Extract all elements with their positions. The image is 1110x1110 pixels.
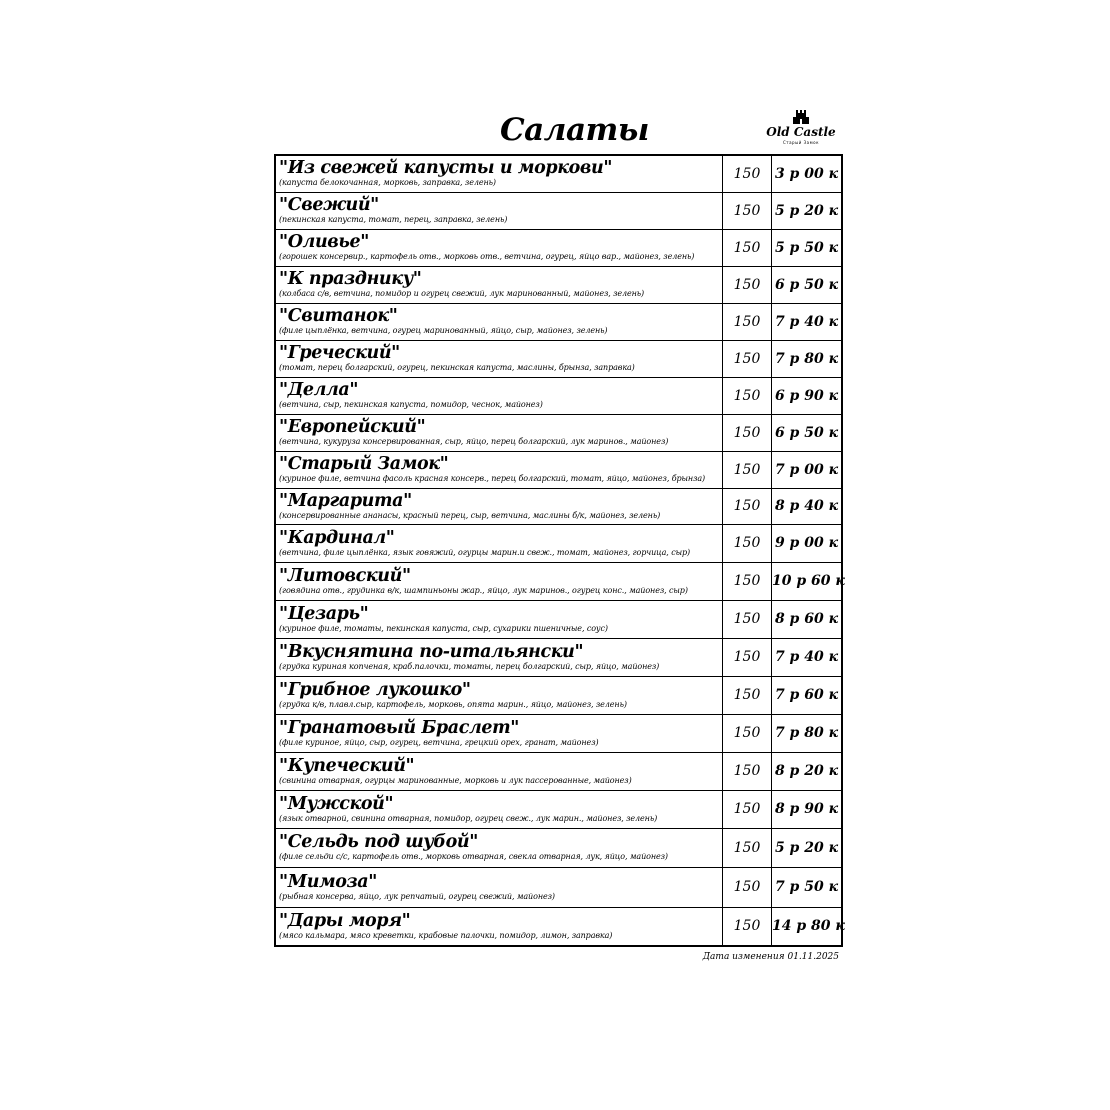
dish-description: (язык отварной, свинина отварная, помидор, огурец свеж., лук марин., майонез, зелень) bbox=[279, 813, 658, 823]
menu-row bbox=[275, 562, 842, 600]
dish-description: (филе куриное, яйцо, сыр, огурец, ветчина, грецкий орех, гранат, майонез) bbox=[279, 737, 599, 747]
dish-price: 8 р 40 к bbox=[772, 488, 843, 524]
dish-price: 7 р 50 к bbox=[772, 867, 843, 907]
dish-cell bbox=[275, 303, 723, 340]
logo-text: Old Castle bbox=[766, 125, 836, 139]
dish-price: 7 р 00 к bbox=[772, 451, 843, 488]
castle-icon bbox=[793, 109, 809, 124]
dish-price: 7 р 80 к bbox=[772, 340, 843, 377]
dish-weight: 150 bbox=[723, 488, 772, 524]
dish-name: "Купеческий" bbox=[279, 755, 415, 776]
dish-cell bbox=[275, 790, 723, 828]
dish-description: (грудка к/в, плавл.сыр, картофель, морковь, опята марин., яйцо, майонез, зелень) bbox=[279, 699, 627, 709]
dish-weight: 150 bbox=[723, 303, 772, 340]
dish-cell bbox=[275, 414, 723, 451]
dish-cell bbox=[275, 752, 723, 790]
dish-price: 14 р 80 к bbox=[772, 907, 843, 946]
dish-price: 5 р 20 к bbox=[772, 828, 843, 867]
menu-row bbox=[275, 488, 842, 524]
dish-description: (свинина отварная, огурцы маринованные, морковь и лук пассерованные, майонез) bbox=[279, 775, 632, 785]
dish-price: 7 р 60 к bbox=[772, 676, 843, 714]
dish-name: "Кардинал" bbox=[279, 527, 395, 548]
dish-cell bbox=[275, 600, 723, 638]
dish-price: 8 р 20 к bbox=[772, 752, 843, 790]
dish-weight: 150 bbox=[723, 790, 772, 828]
dish-weight: 150 bbox=[723, 229, 772, 266]
dish-cell bbox=[275, 229, 723, 266]
dish-name: "Европейский" bbox=[279, 417, 426, 437]
dish-weight: 150 bbox=[723, 676, 772, 714]
logo bbox=[760, 108, 842, 146]
dish-description: (консервированные ананасы, красный перец, сыр, ветчина, маслины б/к, майонез, зелень) bbox=[279, 510, 661, 520]
dish-name: "Мимоза" bbox=[279, 871, 377, 892]
date-modified: Дата изменения 01.11.2025 bbox=[702, 952, 839, 962]
dish-price: 5 р 50 к bbox=[772, 229, 843, 266]
dish-name: "Из свежей капусты и моркови" bbox=[279, 158, 613, 179]
dish-weight: 150 bbox=[723, 828, 772, 867]
dish-cell bbox=[275, 524, 723, 562]
dish-description: (мясо кальмара, мясо креветки, крабовые палочки, помидор, лимон, заправка) bbox=[279, 930, 613, 940]
dish-description: (ветчина, кукуруза консервированная, сыр, яйцо, перец болгарский, лук маринов., майонез) bbox=[279, 437, 669, 446]
dish-name: "Цезарь" bbox=[279, 603, 369, 624]
dish-weight: 150 bbox=[723, 266, 772, 303]
dish-description: (капуста белокочанная, морковь, заправка, зелень) bbox=[279, 178, 496, 188]
page-title: Салаты bbox=[500, 112, 649, 148]
dish-cell bbox=[275, 266, 723, 303]
menu-row bbox=[275, 340, 842, 377]
menu-row bbox=[275, 867, 842, 907]
dish-price: 3 р 00 к bbox=[772, 155, 843, 192]
dish-weight: 150 bbox=[723, 638, 772, 676]
menu-row bbox=[275, 192, 842, 229]
menu-row bbox=[275, 414, 842, 451]
dish-name: "Свитанок" bbox=[279, 306, 398, 326]
dish-cell bbox=[275, 638, 723, 676]
dish-cell bbox=[275, 907, 723, 946]
dish-weight: 150 bbox=[723, 155, 772, 192]
dish-price: 9 р 00 к bbox=[772, 524, 843, 562]
menu-table bbox=[274, 154, 843, 947]
dish-name: "Гранатовый Браслет" bbox=[279, 717, 519, 738]
dish-description: (томат, перец болгарский, огурец, пекинская капуста, маслины, брынза, заправка) bbox=[279, 363, 635, 372]
dish-price: 6 р 50 к bbox=[772, 266, 843, 303]
dish-name: "Маргарита" bbox=[279, 490, 412, 511]
logo-subtitle: Старый Замок bbox=[782, 140, 820, 145]
menu-row bbox=[275, 828, 842, 867]
dish-description: (пекинская капуста, томат, перец, заправка, зелень) bbox=[279, 215, 508, 224]
dish-price: 10 р 60 к bbox=[772, 562, 843, 600]
dish-cell bbox=[275, 828, 723, 867]
menu-row bbox=[275, 676, 842, 714]
dish-description: (куриное филе, ветчина фасоль красная консерв., перец болгарский, томат, яйцо, майонез, брынза) bbox=[279, 474, 706, 483]
dish-description: (колбаса с/в, ветчина, помидор и огурец свежий, лук маринованный, майонез, зелень) bbox=[279, 289, 645, 298]
dish-weight: 150 bbox=[723, 192, 772, 229]
dish-name: "К празднику" bbox=[279, 269, 422, 289]
dish-description: (куриное филе, томаты, пекинская капуста, сыр, сухарики пшеничные, соус) bbox=[279, 623, 608, 633]
dish-price: 8 р 60 к bbox=[772, 600, 843, 638]
dish-weight: 150 bbox=[723, 414, 772, 451]
dish-weight: 150 bbox=[723, 340, 772, 377]
dish-weight: 150 bbox=[723, 907, 772, 946]
dish-cell bbox=[275, 451, 723, 488]
dish-description: (филе сельди с/с, картофель отв., морковь отварная, свекла отварная, лук, яйцо, майонез) bbox=[279, 852, 668, 861]
menu-row bbox=[275, 600, 842, 638]
dish-weight: 150 bbox=[723, 377, 772, 414]
dish-cell bbox=[275, 676, 723, 714]
dish-name: "Греческий" bbox=[279, 343, 400, 363]
dish-weight: 150 bbox=[723, 600, 772, 638]
dish-description: (горошек консервир., картофель отв., морковь отв., ветчина, огурец, яйцо вар., майонез, зелень) bbox=[279, 252, 695, 261]
dish-name: "Оливье" bbox=[279, 232, 369, 252]
dish-description: (рыбная консерва, яйцо, лук репчатый, огурец свежий, майонез) bbox=[279, 891, 555, 901]
dish-name: "Свежий" bbox=[279, 195, 379, 215]
dish-weight: 150 bbox=[723, 867, 772, 907]
dish-description: (ветчина, сыр, пекинская капуста, помидор, чеснок, майонез) bbox=[279, 400, 543, 409]
dish-cell bbox=[275, 377, 723, 414]
dish-price: 6 р 90 к bbox=[772, 377, 843, 414]
menu-row bbox=[275, 638, 842, 676]
dish-cell bbox=[275, 562, 723, 600]
dish-cell bbox=[275, 192, 723, 229]
dish-weight: 150 bbox=[723, 524, 772, 562]
dish-cell bbox=[275, 714, 723, 752]
menu-row bbox=[275, 377, 842, 414]
menu-row bbox=[275, 907, 842, 946]
menu-row bbox=[275, 451, 842, 488]
menu-row bbox=[275, 524, 842, 562]
menu-row bbox=[275, 714, 842, 752]
dish-name: "Мужской" bbox=[279, 793, 394, 814]
dish-price: 5 р 20 к bbox=[772, 192, 843, 229]
menu-row bbox=[275, 790, 842, 828]
dish-weight: 150 bbox=[723, 451, 772, 488]
dish-weight: 150 bbox=[723, 752, 772, 790]
dish-cell bbox=[275, 488, 723, 524]
menu-row bbox=[275, 752, 842, 790]
dish-price: 8 р 90 к bbox=[772, 790, 843, 828]
dish-cell bbox=[275, 340, 723, 377]
dish-price: 7 р 80 к bbox=[772, 714, 843, 752]
dish-cell bbox=[275, 867, 723, 907]
dish-description: (ветчина, филе цыплёнка, язык говяжий, огурцы марин.и свеж., томат, майонез, горчица, сыр) bbox=[279, 547, 691, 557]
dish-price: 7 р 40 к bbox=[772, 303, 843, 340]
menu-row bbox=[275, 229, 842, 266]
dish-name: "Литовский" bbox=[279, 565, 411, 586]
dish-cell bbox=[275, 155, 723, 192]
dish-weight: 150 bbox=[723, 562, 772, 600]
dish-weight: 150 bbox=[723, 714, 772, 752]
menu-row bbox=[275, 266, 842, 303]
dish-description: (филе цыплёнка, ветчина, огурец маринованный, яйцо, сыр, майонез, зелень) bbox=[279, 326, 608, 335]
dish-name: "Дары моря" bbox=[279, 910, 411, 931]
dish-description: (грудка куриная копченая, краб.палочки, томаты, перец болгарский, сыр, яйцо, майонез) bbox=[279, 661, 660, 671]
dish-name: "Делла" bbox=[279, 380, 359, 400]
dish-name: "Грибное лукошко" bbox=[279, 679, 471, 700]
dish-name: "Старый Замок" bbox=[279, 454, 449, 474]
dish-name: "Сельдь под шубой" bbox=[279, 832, 478, 852]
menu-row bbox=[275, 155, 842, 192]
dish-name: "Вкуснятина по-итальянски" bbox=[279, 641, 584, 662]
menu-row bbox=[275, 303, 842, 340]
dish-price: 7 р 40 к bbox=[772, 638, 843, 676]
dish-price: 6 р 50 к bbox=[772, 414, 843, 451]
dish-description: (говядина отв., грудинка в/к, шампиньоны жар., яйцо, лук маринов., огурец конс., майонез, сыр) bbox=[279, 585, 688, 595]
